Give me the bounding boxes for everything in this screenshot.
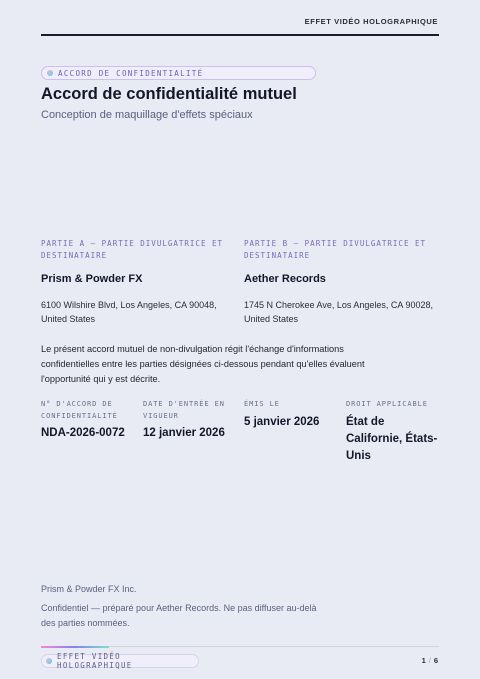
- footer-badge: [41, 654, 199, 668]
- effective-date-label: DATE D'ENTRÉE EN VIGUEUR: [143, 400, 225, 420]
- footer-confidential-note: Confidentiel — préparé pour Aether Records. Ne pas diffuser au-delà des parties nommées.: [41, 603, 317, 628]
- footer-gradient-accent: [41, 646, 109, 648]
- document-type-badge: [41, 66, 316, 80]
- page-number: [422, 656, 438, 665]
- party-b-name: Aether Records: [244, 273, 326, 285]
- intro-paragraph: Le présent accord mutuel de non-divulgation régit l'échange d'informations confidentielles entre les parties désignées ci-dessous pendant qu'elles évaluent l'opportunité qui y est décrite.: [41, 344, 365, 384]
- holographic-dot-icon: [47, 70, 53, 76]
- header-label: EFFET VIDÉO HOLOGRAPHIQUE: [304, 17, 438, 26]
- governing-law-value: État de Californie, États-Unis: [346, 416, 438, 462]
- footer-company: Prism & Powder FX Inc.: [41, 584, 137, 594]
- party-b-label: PARTIE B — PARTIE DIVULGATRICE ET DESTINATAIRE: [244, 239, 427, 260]
- party-a-name: Prism & Powder FX: [41, 273, 143, 285]
- page-separator: /: [428, 656, 431, 665]
- page-current: 1: [421, 656, 426, 665]
- issued-date-label: ÉMIS LE: [244, 400, 280, 408]
- party-a-label: PARTIE A — PARTIE DIVULGATRICE ET DESTINATAIRE: [41, 239, 224, 260]
- page-total: 6: [433, 656, 438, 665]
- governing-law-label: DROIT APPLICABLE: [346, 400, 428, 408]
- nda-number-label: N° D'ACCORD DE CONFIDENTIALITÉ: [41, 400, 118, 420]
- nda-number-value: NDA-2026-0072: [41, 427, 125, 439]
- document-type-label: ACCORD DE CONFIDENTIALITÉ: [58, 68, 204, 78]
- header-divider: [41, 34, 439, 36]
- holographic-dot-icon: [46, 658, 52, 664]
- party-b-address: 1745 N Cherokee Ave, Los Angeles, CA 90028, United States: [244, 300, 433, 324]
- party-a-address: 6100 Wilshire Blvd, Los Angeles, CA 90048, United States: [41, 300, 217, 324]
- effective-date-value: 12 janvier 2026: [143, 427, 225, 439]
- issued-date-value: 5 janvier 2026: [244, 416, 320, 428]
- document-subtitle: Conception de maquillage d'effets spéciaux: [41, 109, 253, 121]
- footer-badge-label: EFFET VIDÉO HOLOGRAPHIQUE: [57, 652, 133, 670]
- document-title: Accord de confidentialité mutuel: [41, 85, 297, 103]
